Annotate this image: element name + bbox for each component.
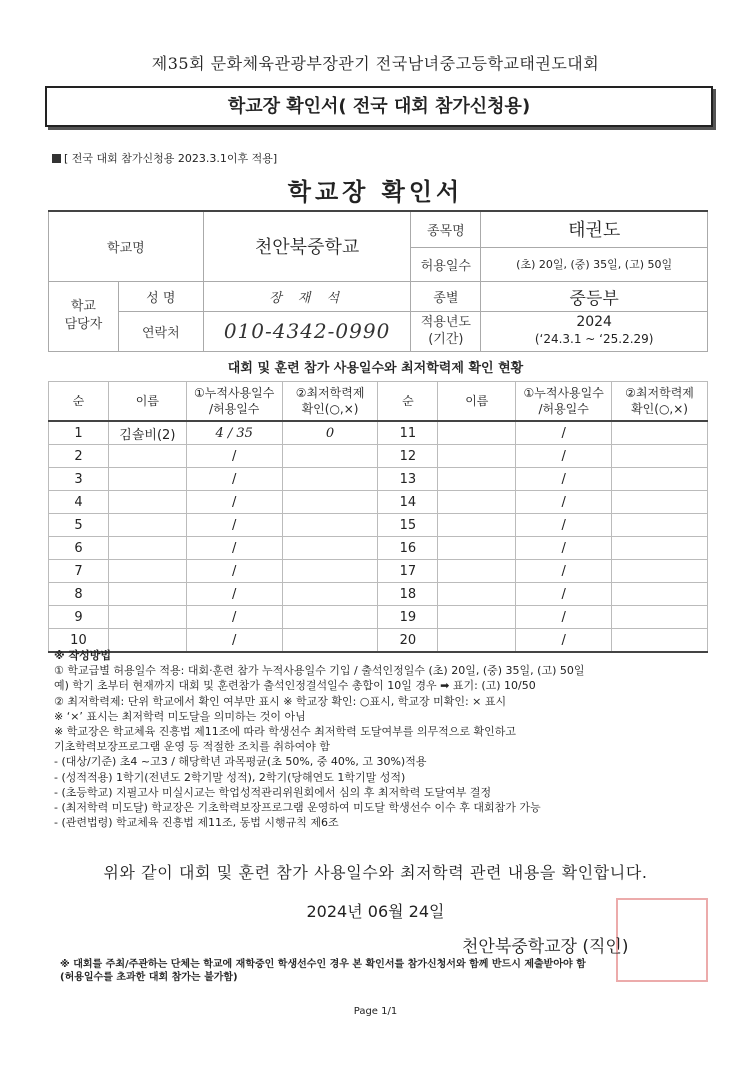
notice bbox=[52, 150, 277, 166]
cell-check bbox=[282, 560, 378, 583]
header-check: ②최저학력제 확인(○,×) bbox=[282, 382, 378, 422]
cell-no: 18 bbox=[378, 583, 438, 606]
cell-no: 9 bbox=[49, 606, 109, 629]
cell-name bbox=[108, 583, 186, 606]
cell-check bbox=[612, 514, 708, 537]
main-title: 학교장 확인서 bbox=[287, 178, 464, 206]
methods-line: ① 학교급별 허용일수 적용: 대회·훈련 참가 누적사용일수 기입 / 출석인정일수 (초) 20일, (중) 35일, (고) 50일 bbox=[54, 664, 585, 678]
header-check: ②최저학력제 확인(○,×) bbox=[612, 382, 708, 422]
cell-no: 4 bbox=[49, 491, 109, 514]
school-label: 학교명 bbox=[49, 211, 204, 281]
cell-name bbox=[108, 560, 186, 583]
cell-check bbox=[612, 537, 708, 560]
cell-days: / bbox=[516, 537, 612, 560]
date-text: 2024년 06월 24일 bbox=[306, 902, 445, 921]
table-row bbox=[49, 468, 708, 491]
cell-check: 0 bbox=[282, 421, 378, 445]
cell-no: 6 bbox=[49, 537, 109, 560]
methods-line: - (성적적용) 1학기(전년도 2학기말 성적), 2학기(당해연도 1학기말 성적) bbox=[54, 770, 406, 784]
table-row bbox=[49, 514, 708, 537]
cell-days: / bbox=[186, 468, 282, 491]
cell-name bbox=[438, 606, 516, 629]
confirmation-text: 위와 같이 대회 및 훈련 참가 사용일수와 최저학력 관련 내용을 확인합니다. bbox=[103, 863, 648, 882]
table-row bbox=[49, 560, 708, 583]
cell-no: 1 bbox=[49, 421, 109, 445]
cell-check bbox=[282, 468, 378, 491]
cell-name bbox=[108, 606, 186, 629]
cell-check bbox=[612, 606, 708, 629]
person-label: 학교 담당자 bbox=[49, 281, 119, 351]
header-name: 이름 bbox=[438, 382, 516, 422]
methods-line: - (초등학교) 지필고사 미실시교는 학업성적관리위원회에서 심의 후 최저학력 도달여부 결정 bbox=[54, 785, 492, 799]
year-cell bbox=[481, 311, 708, 351]
cell-check bbox=[282, 491, 378, 514]
cell-no: 13 bbox=[378, 468, 438, 491]
cell-name: 김솔비(2) bbox=[108, 421, 186, 445]
cell-no: 20 bbox=[378, 629, 438, 653]
table-row bbox=[49, 491, 708, 514]
cell-no: 14 bbox=[378, 491, 438, 514]
square-bullet-icon bbox=[52, 154, 61, 163]
event-title: 제35회 문화체육관광부장관기 전국남녀중고등학교태권도대회 bbox=[151, 54, 600, 73]
methods-heading: ※ 작성방법 bbox=[54, 649, 112, 662]
cell-days: / bbox=[186, 560, 282, 583]
cell-no: 17 bbox=[378, 560, 438, 583]
contact-value: 010-4342-0990 bbox=[203, 311, 411, 351]
cell-check bbox=[282, 537, 378, 560]
cell-no: 11 bbox=[378, 421, 438, 445]
cell-days: / bbox=[186, 629, 282, 653]
methods-line: ※ 학교장은 학교체육 진흥법 제11조에 따라 학생선수 최저학력 도달여부를 의무적으로 확인하고 bbox=[54, 725, 516, 739]
table-row bbox=[49, 583, 708, 606]
cell-days: / bbox=[516, 606, 612, 629]
cell-days: / bbox=[186, 606, 282, 629]
cell-check bbox=[612, 560, 708, 583]
cell-no: 2 bbox=[49, 445, 109, 468]
category-label: 종별 bbox=[411, 281, 481, 311]
event-value: 태권도 bbox=[481, 211, 708, 247]
cell-name bbox=[438, 445, 516, 468]
contact-label: 연락처 bbox=[118, 311, 203, 351]
methods-line: - (관련법령) 학교체육 진흥법 제11조, 동법 시행규칙 제6조 bbox=[54, 816, 339, 830]
allowed-days-label: 허용일수 bbox=[411, 247, 481, 281]
year-label: 적용년도 (기간) bbox=[411, 311, 481, 351]
header-no: 순 bbox=[49, 382, 109, 422]
cell-name bbox=[438, 560, 516, 583]
cell-name bbox=[438, 537, 516, 560]
cell-days: / bbox=[186, 537, 282, 560]
allowed-days-value: (초) 20일, (중) 35일, (고) 50일 bbox=[481, 247, 708, 281]
writing-methods bbox=[54, 648, 724, 830]
table-row bbox=[49, 421, 708, 445]
cell-name bbox=[438, 514, 516, 537]
cell-no: 12 bbox=[378, 445, 438, 468]
cell-name bbox=[438, 583, 516, 606]
cell-check bbox=[282, 445, 378, 468]
cell-days: / bbox=[516, 514, 612, 537]
document-title-box bbox=[45, 86, 713, 127]
name-label: 성 명 bbox=[118, 281, 203, 311]
methods-line: ② 최저학력제: 단위 학교에서 확인 여부만 표시 ※ 학교장 확인: ○표시, 학교장 미확인: × 표시 bbox=[54, 694, 507, 708]
cell-check bbox=[612, 421, 708, 445]
principal-signature: 천안북중학교장 (직인) bbox=[462, 937, 629, 957]
cell-check bbox=[282, 514, 378, 537]
table-row bbox=[49, 537, 708, 560]
methods-line: 예) 학기 초부터 현재까지 대회 및 훈련참가 출석인정결석일수 총합이 10일 경우 ➡ 표기: (고) 10/50 bbox=[54, 679, 536, 693]
page-footer: Page 1/1 bbox=[353, 1006, 398, 1017]
cell-days: / bbox=[516, 560, 612, 583]
cell-name bbox=[108, 445, 186, 468]
notice-text: [ 전국 대회 참가신청용 2023.3.1이후 적용] bbox=[64, 152, 278, 165]
cell-check bbox=[282, 606, 378, 629]
info-table bbox=[48, 210, 708, 352]
cell-name bbox=[438, 468, 516, 491]
table-row bbox=[49, 445, 708, 468]
period-value: (‘24.3.1 ~ ‘25.2.29) bbox=[534, 332, 654, 346]
header-name: 이름 bbox=[108, 382, 186, 422]
event-label: 종목명 bbox=[411, 211, 481, 247]
cell-no: 15 bbox=[378, 514, 438, 537]
cell-check bbox=[612, 445, 708, 468]
year-value: 2024 bbox=[576, 314, 612, 330]
methods-line: - (대상/기준) 초4 ~고3 / 해당학년 과목평균(초 50%, 중 40%, 고 30%)적용 bbox=[54, 755, 427, 769]
cell-name bbox=[108, 514, 186, 537]
cell-days: / bbox=[516, 629, 612, 653]
cell-check bbox=[612, 468, 708, 491]
cell-no: 3 bbox=[49, 468, 109, 491]
cell-name bbox=[108, 468, 186, 491]
cell-no: 8 bbox=[49, 583, 109, 606]
cell-days: / bbox=[516, 421, 612, 445]
cell-no: 5 bbox=[49, 514, 109, 537]
footnote: ※ 대회를 주최/주관하는 단체는 학교에 재학중인 학생선수인 경우 본 확인서를 참가신청서와 함께 반드시 제출받아야 함 (허용일수를 초과한 대회 참가는 불가함) bbox=[60, 959, 586, 983]
cell-days: / bbox=[186, 445, 282, 468]
methods-line: ※ ‘×’ 표시는 최저학력 미도달을 의미하는 것이 아님 bbox=[54, 709, 306, 723]
cell-days: / bbox=[516, 468, 612, 491]
header-no: 순 bbox=[378, 382, 438, 422]
cell-name bbox=[108, 491, 186, 514]
cell-days: / bbox=[186, 514, 282, 537]
section-title: 대회 및 훈련 참가 사용일수와 최저학력제 확인 현황 bbox=[227, 361, 524, 376]
cell-no: 19 bbox=[378, 606, 438, 629]
cell-days: / bbox=[516, 491, 612, 514]
header-days: ①누적사용일수 /허용일수 bbox=[186, 382, 282, 422]
cell-days: / bbox=[516, 583, 612, 606]
cell-name bbox=[438, 491, 516, 514]
table-row bbox=[49, 606, 708, 629]
cell-check bbox=[282, 583, 378, 606]
cell-name bbox=[438, 421, 516, 445]
methods-line: - (최저학력 미도달) 학교장은 기초학력보장프로그램 운영하여 미도달 학생선수 이수 후 대회참가 가능 bbox=[54, 801, 541, 815]
cell-no: 16 bbox=[378, 537, 438, 560]
methods-line: 기초학력보장프로그램 운영 등 적절한 조치를 취하여야 함 bbox=[54, 740, 331, 754]
cell-days: / bbox=[516, 445, 612, 468]
cell-days: 4 / 35 bbox=[186, 421, 282, 445]
document-title: 학교장 확인서( 전국 대회 참가신청용) bbox=[227, 96, 531, 117]
cell-days: / bbox=[186, 491, 282, 514]
cell-no: 10 bbox=[49, 629, 109, 653]
usage-table bbox=[48, 381, 708, 653]
cell-check bbox=[612, 583, 708, 606]
header-days: ①누적사용일수 /허용일수 bbox=[516, 382, 612, 422]
cell-check bbox=[612, 491, 708, 514]
cell-days: / bbox=[186, 583, 282, 606]
category-value: 중등부 bbox=[481, 281, 708, 311]
cell-no: 7 bbox=[49, 560, 109, 583]
name-value: 장 재 석 bbox=[203, 281, 411, 311]
school-value: 천안북중학교 bbox=[203, 211, 411, 281]
cell-name bbox=[108, 537, 186, 560]
